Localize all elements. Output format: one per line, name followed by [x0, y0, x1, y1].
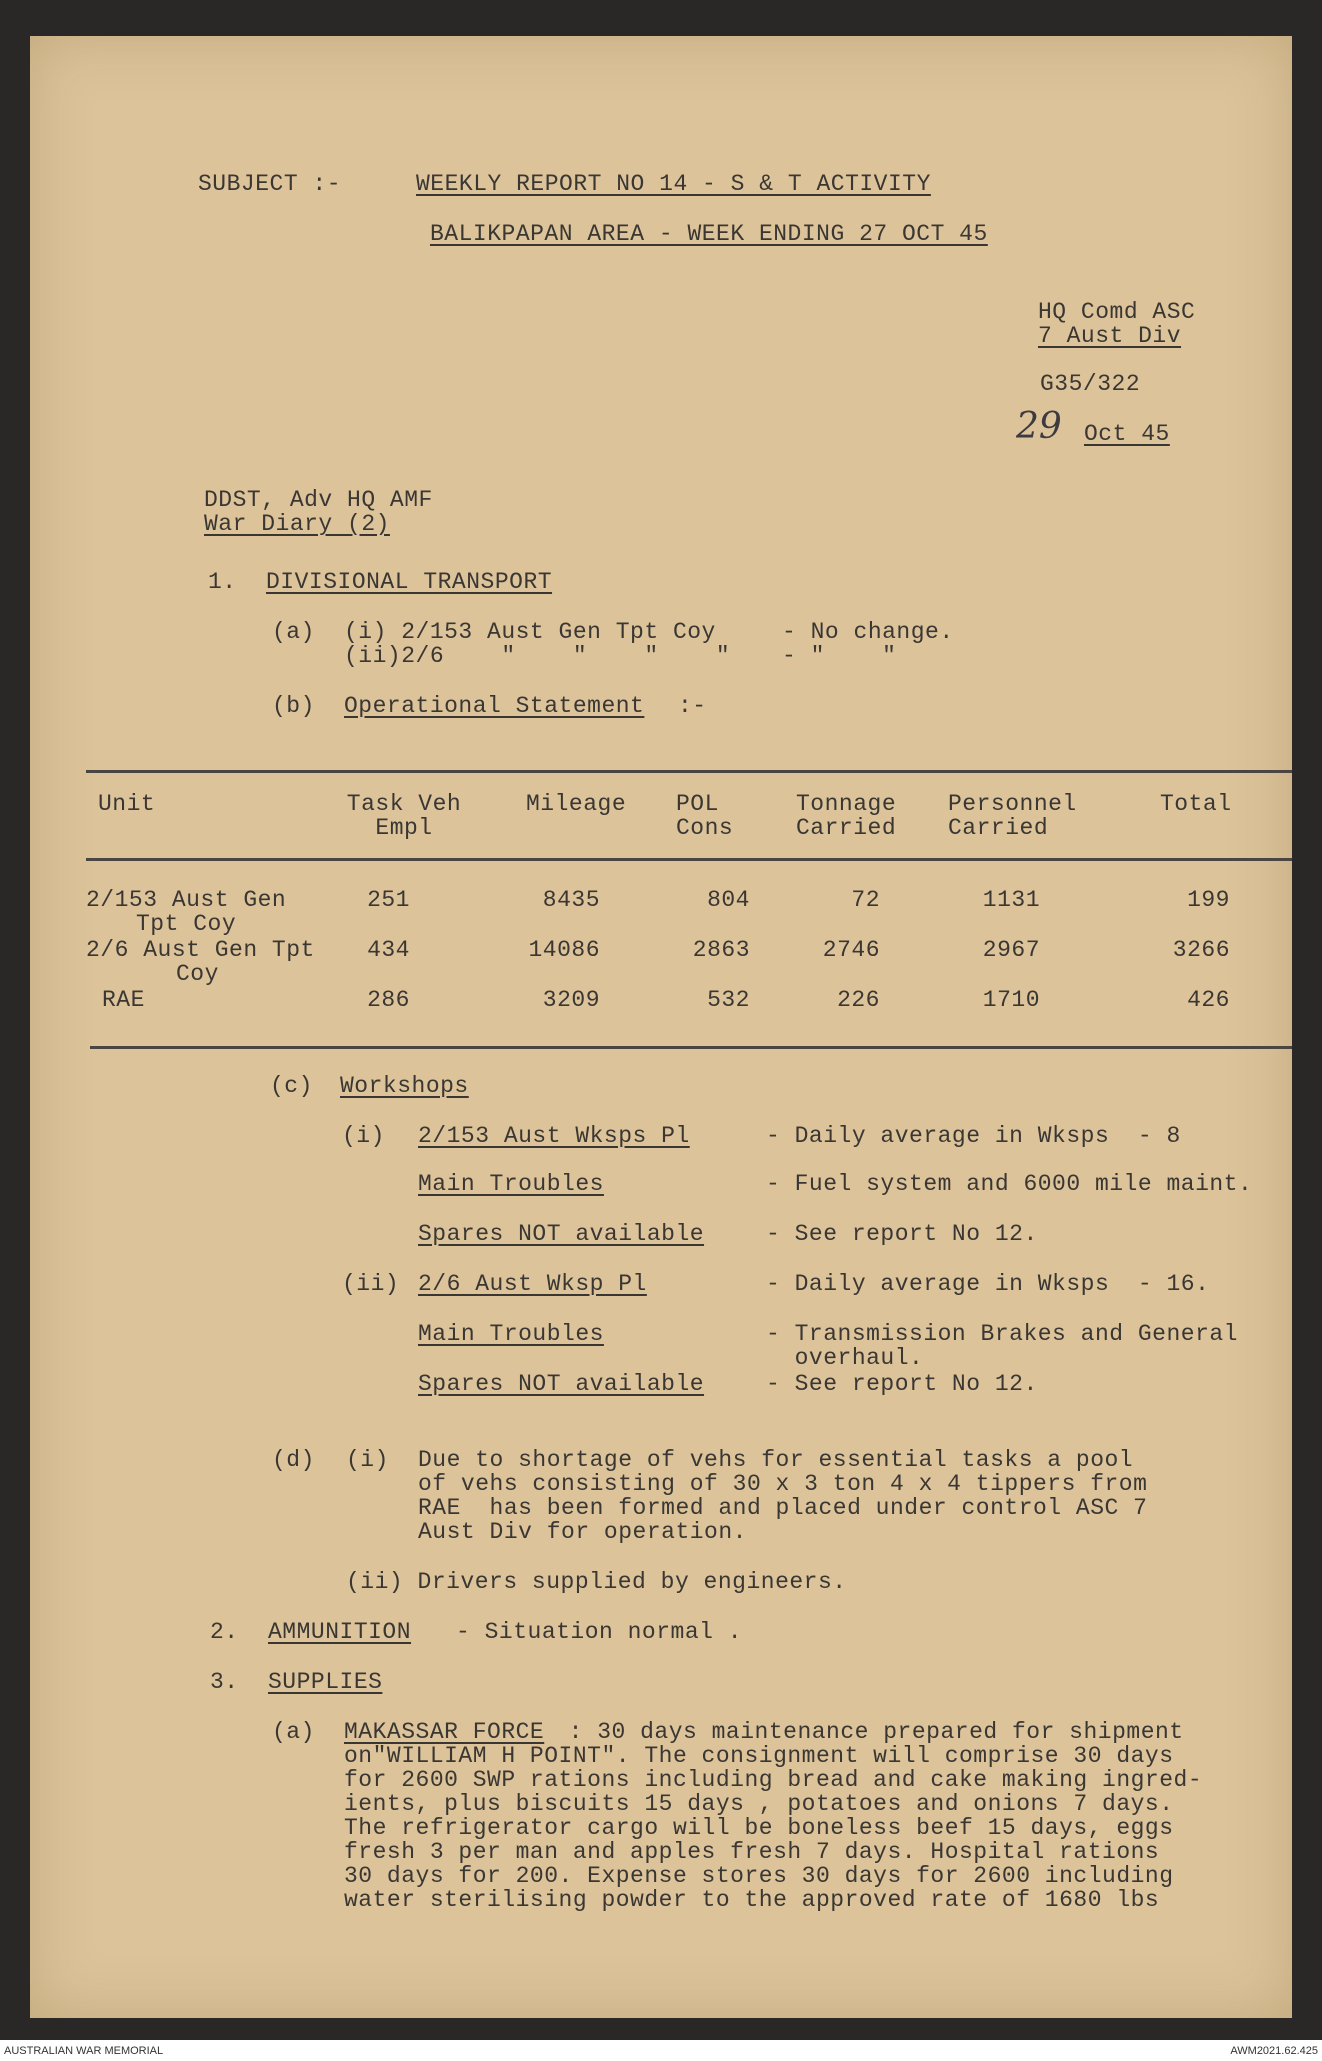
table-header-total: Total — [1160, 791, 1232, 817]
table-header-tonnage-l2: Carried — [796, 815, 897, 841]
table-top-rule — [86, 770, 1292, 773]
section1-a-line1-unit: (i) 2/153 Aust Gen Tpt Coy — [344, 619, 716, 645]
report-title-line2: BALIKPAPAN AREA - WEEK ENDING 27 OCT 45 — [430, 221, 988, 247]
row2-unit-line1: 2/6 Aust Gen Tpt — [86, 937, 315, 963]
row1-pol: 804 — [707, 887, 750, 913]
table-header-task-l2: Empl — [375, 815, 433, 841]
workshops-ii-average: - Daily average in Wksps - 16. — [766, 1271, 1210, 1297]
section1-a-line1-status: - No change. — [782, 619, 954, 645]
section3-a-line6: fresh 3 per man and apples fresh 7 days. Hospital rations — [344, 1839, 1160, 1865]
section3-heading: SUPPLIES — [268, 1669, 383, 1695]
section2-heading: AMMUNITION — [268, 1619, 412, 1645]
row2-pol: 2863 — [692, 937, 750, 963]
document-page — [30, 36, 1292, 2018]
section3-a-line8: water sterilising powder to the approved rate of 1680 lbs — [344, 1887, 1160, 1913]
table-bottom-rule — [90, 1046, 1292, 1049]
workshops-ii-spares-label: Spares NOT available — [418, 1371, 705, 1397]
makassar-force-heading: MAKASSAR FORCE — [344, 1719, 545, 1745]
row2-unit-line2: Coy — [176, 961, 219, 987]
section-d-i-label: (i) — [346, 1447, 389, 1473]
section3-a-line1: : 30 days maintenance prepared for shipment — [540, 1719, 1184, 1745]
row1-task: 251 — [367, 887, 410, 913]
section2-number: 2. — [210, 1619, 239, 1645]
reference-number: G35/322 — [1040, 371, 1141, 397]
section1-a-line2-unit: (ii)2/6 " " " " — [344, 643, 731, 669]
section1-b-label: (b) — [272, 693, 315, 719]
workshops-ii-troubles-line1: - Transmission Brakes and General — [766, 1321, 1238, 1347]
section-d-i-line4: Aust Div for operation. — [418, 1519, 747, 1545]
table-header-task: Task Veh — [346, 791, 462, 817]
row1-total: 199 — [1187, 887, 1230, 913]
workshops-i-spares: - See report No 12. — [766, 1221, 1038, 1247]
table-header-personnel: Personnel — [948, 791, 1077, 817]
workshops-ii-troubles-label: Main Troubles — [418, 1321, 604, 1347]
section-d-label: (d) — [272, 1447, 315, 1473]
row3-unit-line1: RAE — [102, 987, 145, 1013]
row1-personnel: 1131 — [982, 887, 1040, 913]
section3-a-line3: for 2600 SWP rations including bread and cake making ingred- — [344, 1767, 1203, 1793]
subject-label: SUBJECT :- — [198, 171, 342, 197]
from-line2: 7 Aust Div — [1038, 323, 1182, 349]
workshops-ii-spares: - See report No 12. — [766, 1371, 1038, 1397]
workshops-i-troubles: - Fuel system and 6000 mile maint. — [766, 1171, 1253, 1197]
section3-a-line2: on"WILLIAM H POINT". The consignment will comprise 30 days — [344, 1743, 1174, 1769]
section1-number: 1. — [208, 569, 237, 595]
row3-pol: 532 — [707, 987, 750, 1013]
workshops-ii-unit: 2/6 Aust Wksp Pl — [418, 1271, 647, 1297]
workshops-heading: Workshops — [340, 1073, 469, 1099]
report-title-line1: WEEKLY REPORT NO 14 - S & T ACTIVITY — [416, 171, 931, 197]
workshops-ii-label: (ii) — [342, 1271, 400, 1297]
section3-a-label: (a) — [272, 1719, 315, 1745]
table-header-tonnage: Tonnage — [796, 791, 897, 817]
row1-tonnage: 72 — [851, 887, 880, 913]
section3-a-line5: The refrigerator cargo will be boneless beef 15 days, eggs — [344, 1815, 1174, 1841]
row1-mileage: 8435 — [542, 887, 600, 913]
section-d-ii: (ii) Drivers supplied by engineers. — [346, 1569, 847, 1595]
operational-statement-suffix: :- — [678, 693, 707, 719]
workshops-label: (c) — [270, 1073, 313, 1099]
workshops-i-unit: 2/153 Aust Wksps Pl — [418, 1123, 690, 1149]
operational-statement-heading: Operational Statement — [344, 693, 645, 719]
row3-total: 426 — [1187, 987, 1230, 1013]
row2-task: 434 — [367, 937, 410, 963]
section2-text: - Situation normal . — [456, 1619, 743, 1645]
table-header-pol-l2: Cons — [676, 815, 734, 841]
report-date: Oct 45 — [1084, 421, 1170, 447]
from-line1: HQ Comd ASC — [1038, 299, 1196, 325]
table-header-unit: Unit — [98, 791, 156, 817]
workshops-ii-troubles-line2: overhaul. — [766, 1345, 924, 1371]
row1-unit-line2: Tpt Coy — [136, 911, 237, 937]
addressee-line2: War Diary (2) — [204, 511, 390, 537]
addressee-line1: DDST, Adv HQ AMF — [204, 487, 433, 513]
row2-personnel: 2967 — [982, 937, 1040, 963]
row3-mileage: 3209 — [542, 987, 600, 1013]
section3-number: 3. — [210, 1669, 239, 1695]
workshops-i-average: - Daily average in Wksps - 8 — [766, 1123, 1181, 1149]
section1-a-label: (a) — [272, 619, 315, 645]
row2-tonnage: 2746 — [822, 937, 880, 963]
row3-personnel: 1710 — [982, 987, 1040, 1013]
section1-heading: DIVISIONAL TRANSPORT — [266, 569, 553, 595]
footer-left: AUSTRALIAN WAR MEMORIAL — [4, 2045, 164, 2057]
table-header-rule — [86, 858, 1292, 861]
section-d-i-line1: Due to shortage of vehs for essential tasks a pool — [418, 1447, 1134, 1473]
section3-a-line7: 30 days for 200. Expense stores 30 days for 2600 including — [344, 1863, 1174, 1889]
table-header-mileage: Mileage — [526, 791, 627, 817]
workshops-i-spares-label: Spares NOT available — [418, 1221, 705, 1247]
section-d-i-line3: RAE has been formed and placed under control ASC 7 — [418, 1495, 1148, 1521]
workshops-i-troubles-label: Main Troubles — [418, 1171, 604, 1197]
row2-mileage: 14086 — [528, 937, 600, 963]
row3-tonnage: 226 — [837, 987, 880, 1013]
workshops-i-label: (i) — [342, 1123, 385, 1149]
row2-total: 3266 — [1172, 937, 1230, 963]
footer-right: AWM2021.62.425 — [1230, 2045, 1318, 2057]
handwritten-date: 29 — [1016, 406, 1062, 447]
table-header-pol: POL — [676, 791, 719, 817]
row3-task: 286 — [367, 987, 410, 1013]
section-d-i-line2: of vehs consisting of 30 x 3 ton 4 x 4 tippers from — [418, 1471, 1148, 1497]
table-header-personnel-l2: Carried — [948, 815, 1049, 841]
row1-unit-line1: 2/153 Aust Gen — [86, 887, 287, 913]
section1-a-line2-status: - " " — [782, 643, 897, 669]
section3-a-line4: ients, plus biscuits 15 days , potatoes and onions 7 days. — [344, 1791, 1174, 1817]
